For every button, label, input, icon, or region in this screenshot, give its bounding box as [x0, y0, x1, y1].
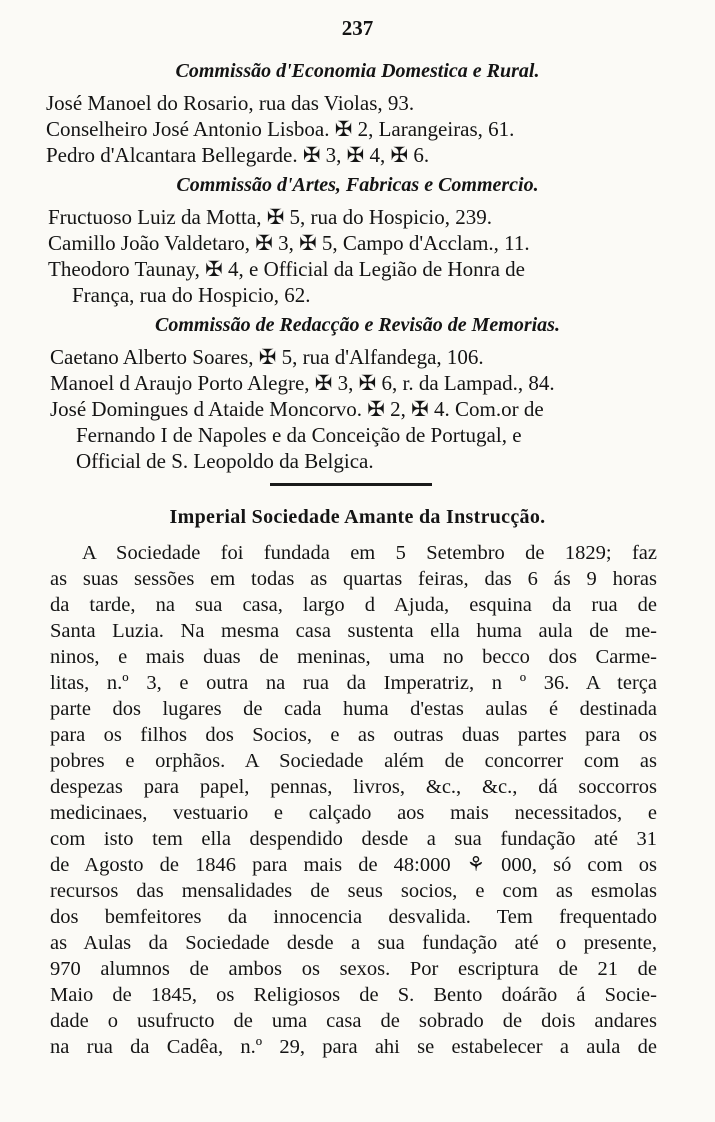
paragraph-line: dos bemfeitores da innocencia desvalida. Tem frequentado: [50, 906, 657, 928]
list-item: Pedro d'Alcantara Bellegarde. ✠ 3, ✠ 4, ✠ 6.: [46, 143, 430, 167]
section-heading-redaccao: Commissão de Redacção e Revisão de Memorias.: [155, 314, 560, 336]
paragraph-line: medicinaes, vestuario e calçado aos mais necessitados, e: [50, 802, 657, 824]
list-item-continuation: Official de S. Leopoldo da Belgica.: [76, 449, 374, 473]
paragraph-line: pobres e orphãos. A Sociedade além de concorrer com as: [50, 750, 657, 772]
list-item: Manoel d Araujo Porto Alegre, ✠ 3, ✠ 6, r. da Lampad., 84.: [50, 371, 555, 395]
paragraph-line: as suas sessões em todas as quartas feiras, das 6 ás 9 horas: [50, 568, 657, 590]
list-item: Fructuoso Luiz da Motta, ✠ 5, rua do Hospicio, 239.: [48, 205, 492, 229]
list-item: José Domingues d Ataide Moncorvo. ✠ 2, ✠ 4. Com.or de: [50, 397, 544, 421]
paragraph-line: recursos das mensalidades de seus socios, e com as esmolas: [50, 880, 657, 902]
paragraph-line: 970 alumnos de ambos os sexos. Por escriptura de 21 de: [50, 958, 657, 980]
paragraph-line: as Aulas da Sociedade desde a sua fundação até o presente,: [50, 932, 657, 954]
paragraph-line: ninos, e mais duas de meninas, uma no becco dos Carme-: [50, 646, 657, 668]
page-number: 237: [341, 16, 374, 40]
list-item: Camillo João Valdetaro, ✠ 3, ✠ 5, Campo d'Acclam., 11.: [48, 231, 530, 255]
list-item-continuation: França, rua do Hospicio, 62.: [72, 283, 311, 307]
list-item: Theodoro Taunay, ✠ 4, e Official da Legião de Honra de: [48, 257, 525, 281]
paragraph-line: Maio de 1845, os Religiosos de S. Bento doárão á Socie-: [50, 984, 657, 1006]
paragraph-line: para os filhos dos Socios, e as outras duas partes para os: [50, 724, 657, 746]
list-item: Conselheiro José Antonio Lisboa. ✠ 2, Larangeiras, 61.: [46, 117, 515, 141]
paragraph-line: com isto tem ella despendido desde a sua fundação até 31: [50, 828, 657, 850]
paragraph-line: Santa Luzia. Na mesma casa sustenta ella huma aula de me-: [50, 620, 657, 642]
section-heading-economia: Commissão d'Economia Domestica e Rural.: [175, 60, 540, 82]
list-item: Caetano Alberto Soares, ✠ 5, rua d'Alfandega, 106.: [50, 345, 484, 369]
paragraph-line: despezas para papel, pennas, livros, &c., &c., dá soccorros: [50, 776, 657, 798]
paragraph-line: parte dos lugares de cada huma d'estas aulas é destinada: [50, 698, 657, 720]
paragraph-line: na rua da Cadêa, n.º 29, para ahi se estabelecer a aula de: [50, 1036, 657, 1058]
paragraph-line: da tarde, na sua casa, largo d Ajuda, esquina da rua de: [50, 594, 657, 616]
list-item-continuation: Fernando I de Napoles e da Conceição de Portugal, e: [76, 423, 522, 447]
article-title: Imperial Sociedade Amante da Instrucção.: [169, 506, 546, 528]
section-divider: [270, 483, 432, 486]
section-heading-artes: Commissão d'Artes, Fabricas e Commercio.: [176, 174, 539, 196]
paragraph-line: dade o usufructo de uma casa de sobrado de dois andares: [50, 1010, 657, 1032]
list-item: José Manoel do Rosario, rua das Violas, 93.: [46, 91, 415, 115]
paragraph-line: litas, n.º 3, e outra na rua da Imperatriz, n º 36. A terça: [50, 672, 657, 694]
paragraph-line: A Sociedade foi fundada em 5 Setembro de 1829; faz: [82, 542, 657, 564]
paragraph-line: de Agosto de 1846 para mais de 48:000 ⚘ 000, só com os: [50, 854, 657, 876]
